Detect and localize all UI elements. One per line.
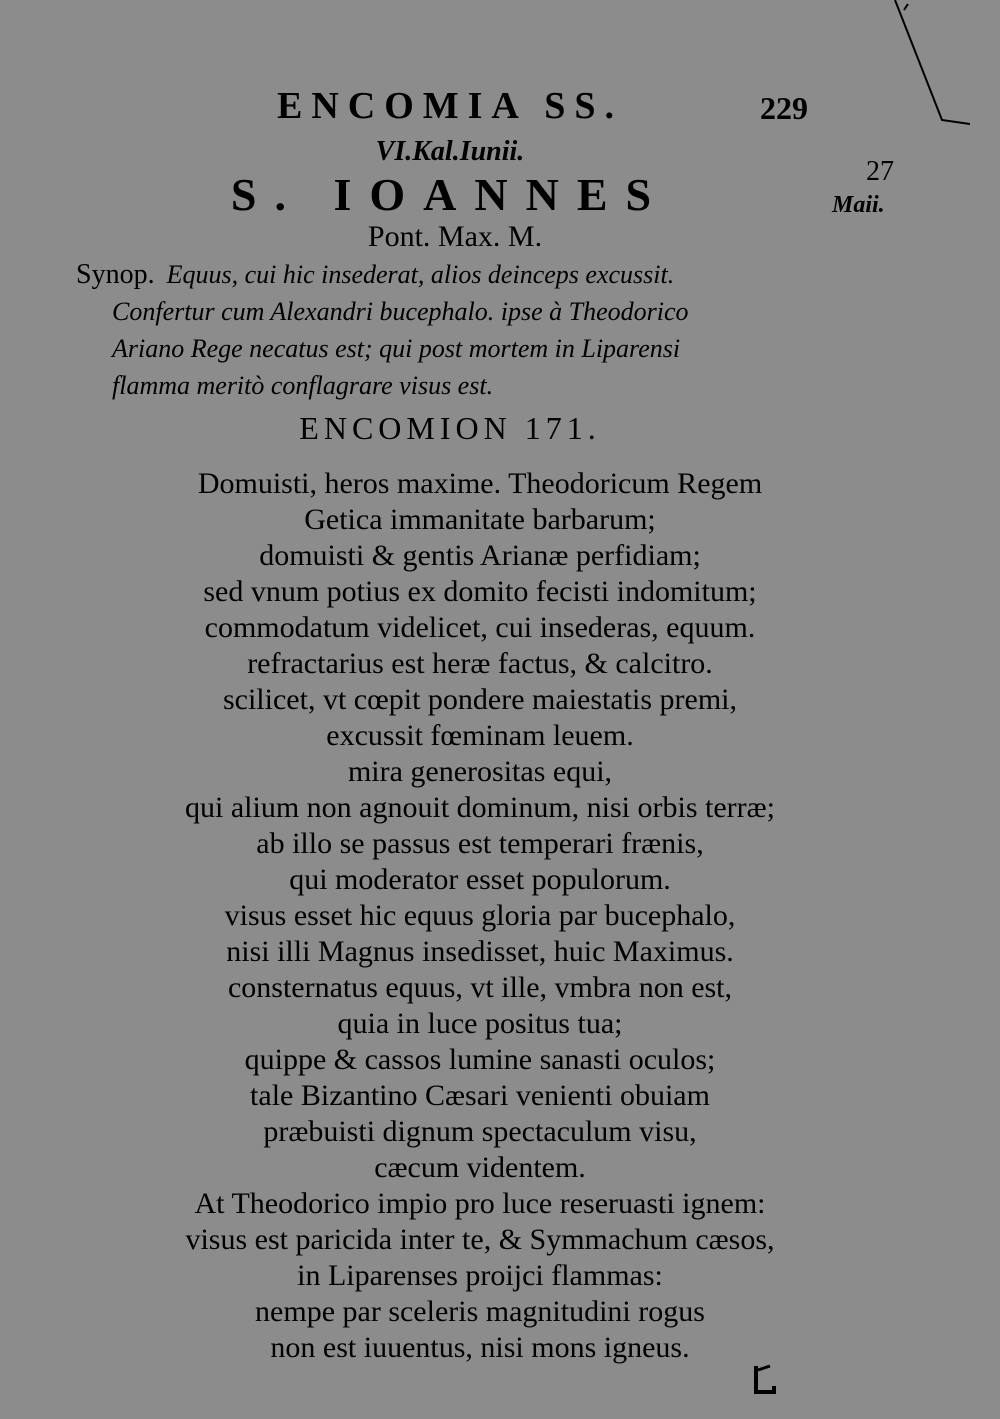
verse-line: Domuisti, heros maxime. Theodoricum Regem: [197, 467, 763, 500]
verse-line: commodatum videlicet, cui insederas, equum.: [204, 611, 756, 644]
synopsis-line: Confertur cum Alexandri bucephalo. ipse à Theodorico: [112, 297, 689, 326]
feast-date: VI.Kal.Iunii.: [375, 136, 525, 167]
verse-line: excussit fœminam leuem.: [326, 719, 634, 752]
verse-line: visus esset hic equus gloria par bucephalo,: [224, 899, 736, 932]
verse-line: At Theodorico impio pro luce reseruasti ignem:: [194, 1187, 766, 1220]
verse-line: nempe par sceleris magnitudini rogus: [255, 1295, 705, 1328]
verse-line: qui alium non agnouit dominum, nisi orbis terræ;: [185, 791, 775, 824]
page-number: 229: [760, 90, 808, 126]
verse-line: quippe & cassos lumine sanasti oculos;: [244, 1043, 716, 1076]
page-edge-line: [890, 0, 970, 130]
running-title: ENCOMIA SS.: [276, 85, 624, 127]
saint-title: Pont. Max. M.: [367, 220, 543, 253]
verse-line: sed vnum potius ex domito fecisti indomitum;: [203, 575, 757, 608]
verse-line: non est iuuentus, nisi mons igneus.: [270, 1331, 690, 1364]
encomion-heading: ENCOMION 171.: [299, 410, 601, 446]
verse-line: tale Bizantino Cæsari venienti obuiam: [250, 1079, 710, 1112]
verse-line: scilicet, vt cœpit pondere maiestatis premi,: [222, 683, 737, 716]
verse-line: nisi illi Magnus insedisset, huic Maximus.: [226, 935, 734, 968]
synopsis-label: Synop.: [76, 259, 155, 290]
synopsis-text: Equus, cui hic insederat, alios deinceps excussit.: [166, 260, 675, 289]
verse-line: consternatus equus, vt ille, vmbra non est,: [227, 971, 733, 1004]
verse-line: Getica immanitate barbarum;: [304, 503, 656, 536]
verse-line: mira generositas equi,: [347, 755, 613, 788]
margin-day: 27: [866, 156, 894, 187]
verse-line: præbuisti dignum spectaculum visu,: [263, 1115, 697, 1148]
verse-line: visus est paricida inter te, & Symmachum cæsos,: [185, 1223, 775, 1256]
verse-line: refractarius est heræ factus, & calcitro.: [247, 647, 713, 680]
verse-line: domuisti & gentis Arianæ perfidiam;: [259, 539, 701, 572]
synopsis: [76, 256, 836, 404]
synopsis-line: Ariano Rege necatus est; qui post mortem in Liparensi: [112, 334, 681, 363]
verse-line: in Liparenses proijci flammas:: [297, 1259, 663, 1292]
verse-line: quia in luce positus tua;: [337, 1007, 623, 1040]
synopsis-line: flamma meritò conflagrare visus est.: [112, 371, 494, 400]
verse-line: qui moderator esset populorum.: [289, 863, 671, 896]
synopsis-line: [76, 256, 836, 293]
verse-line: ab illo se passus est temperari frænis,: [256, 827, 704, 860]
catchword-mark-icon: [752, 1364, 778, 1396]
verse-line: cæcum videntem.: [374, 1151, 586, 1184]
encomion-poem: [80, 466, 880, 1366]
saint-name: S. IOANNES: [230, 169, 670, 220]
margin-month: Maii.: [832, 192, 885, 218]
